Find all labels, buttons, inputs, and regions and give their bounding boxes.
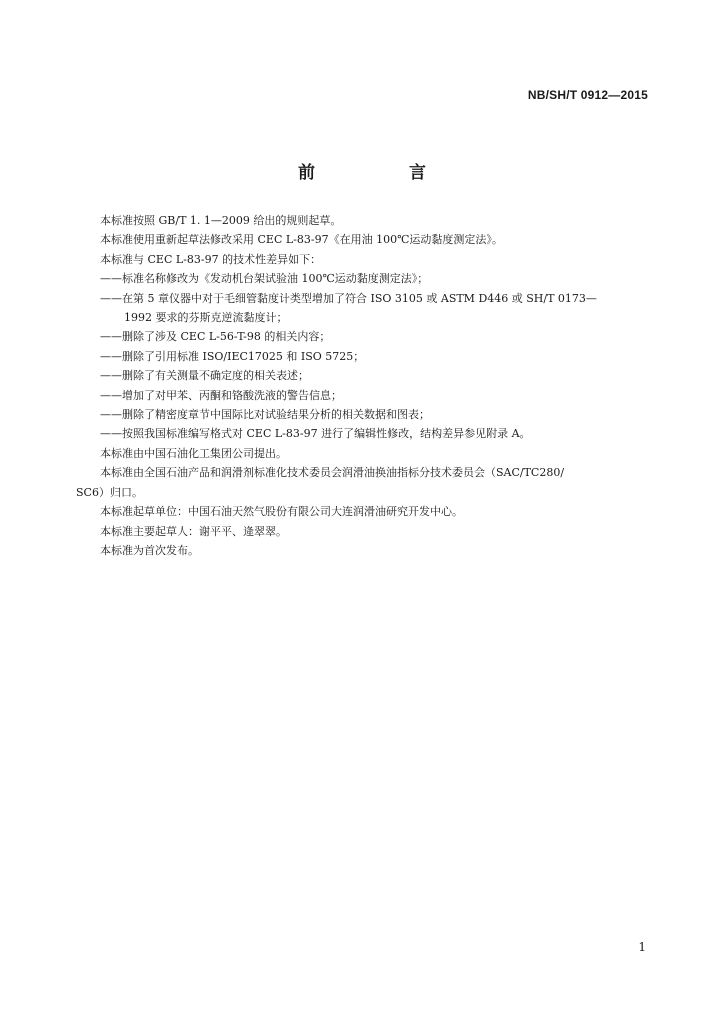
paragraph: 本标准使用重新起草法修改采用 CEC L-83-97《在用油 100℃运动黏度测定法》。 bbox=[100, 233, 503, 247]
paragraph: 本标准按照 GB/T 1. 1—2009 给出的规则起草。 bbox=[100, 214, 342, 227]
list-item: ——在第 5 章仪器中对于毛细管黏度计类型增加了符合 ISO 3105 或 ASTM D446 或 SH/T 0173— bbox=[100, 291, 597, 305]
paragraph: 本标准起草单位：中国石油天然气股份有限公司大连润滑油研究开发中心。 bbox=[100, 505, 463, 519]
page-title: 前 言 bbox=[298, 163, 470, 183]
page-number: 1 bbox=[638, 940, 646, 954]
list-item: ——增加了对甲苯、丙酮和铬酸洗液的警告信息； bbox=[100, 388, 342, 402]
paragraph: 本标准为首次发布。 bbox=[100, 543, 199, 557]
paragraph: 本标准由中国石油化工集团公司提出。 bbox=[100, 446, 287, 460]
list-item-continuation: 1992 要求的芬斯克逆流黏度计； bbox=[124, 311, 288, 325]
paragraph: 本标准主要起草人：谢平平、逄翠翠。 bbox=[100, 524, 287, 538]
standard-code: NB/SH/T 0912—2015 bbox=[527, 88, 648, 102]
paragraph: 本标准由全国石油产品和润滑剂标准化技术委员会润滑油换油指标分技术委员会（SAC/TC280/ bbox=[100, 466, 565, 480]
list-item: ——删除了精密度章节中国际比对试验结果分析的相关数据和图表； bbox=[100, 408, 430, 422]
list-item: ——按照我国标准编写格式对 CEC L-83-97 进行了编辑性修改，结构差异参见附录 A。 bbox=[100, 427, 531, 441]
paragraph: 本标准与 CEC L-83-97 的技术性差异如下： bbox=[100, 252, 322, 266]
list-item: ——删除了涉及 CEC L-56-T-98 的相关内容； bbox=[100, 330, 331, 344]
paragraph-continuation: SC6）归口。 bbox=[76, 485, 143, 499]
list-item: ——删除了引用标准 ISO/IEC17025 和 ISO 5725； bbox=[100, 349, 365, 363]
list-item: ——标准名称修改为《发动机台架试验油 100℃运动黏度测定法》； bbox=[100, 272, 429, 286]
list-item: ——删除了有关测量不确定度的相关表述； bbox=[100, 369, 309, 383]
document-body bbox=[76, 211, 652, 560]
